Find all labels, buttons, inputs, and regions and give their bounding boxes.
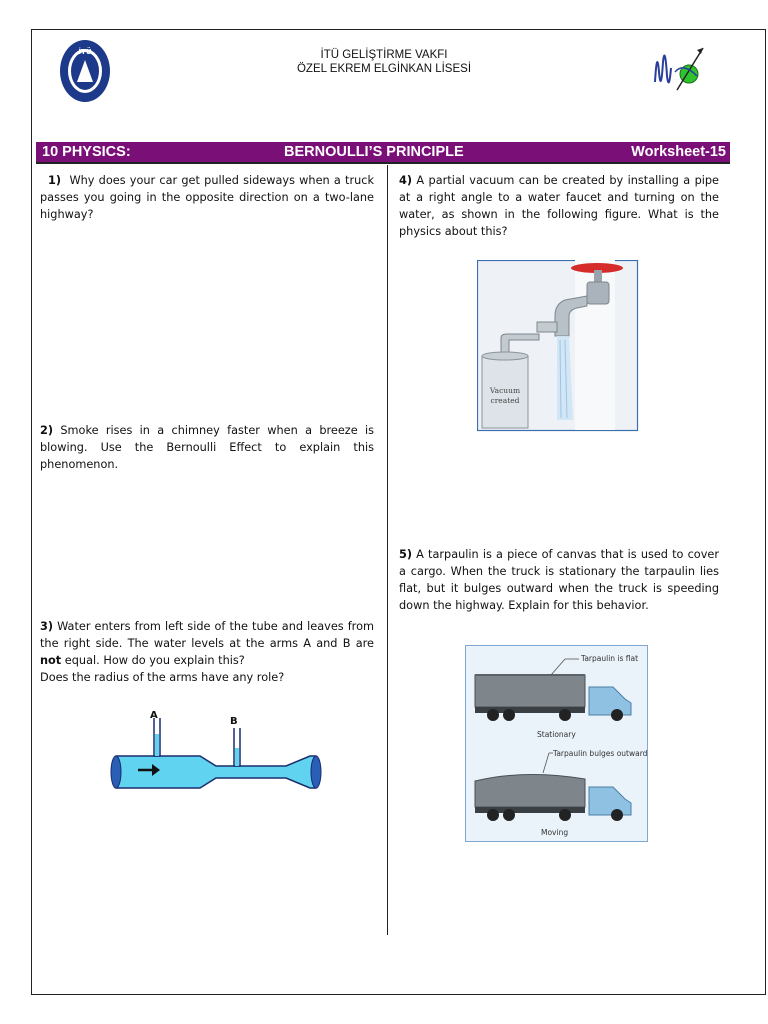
faucet-vacuum-figure <box>477 260 639 436</box>
question-3-text-c: Does the radius of the arms have any role? <box>40 671 285 684</box>
question-4-number: 4) <box>399 174 413 187</box>
question-5-text: A tarpaulin is a piece of canvas that is used to cover a cargo. When the truck is stationary the tarpaulin lies flat, but it bulges outward when the truck is speeding down the highway. Explain for this behavior. <box>399 548 719 612</box>
arm-b-label: B <box>230 716 238 727</box>
vacuum-label-line1: Vacuum <box>489 386 521 395</box>
question-5-number: 5) <box>399 548 413 561</box>
school-name-line1: İTÜ GELİŞTİRME VAKFI <box>320 49 448 61</box>
question-1 <box>40 172 374 223</box>
question-3-text-bold: not <box>40 654 62 667</box>
stationary-caption: Stationary <box>537 730 576 739</box>
question-5 <box>399 546 719 614</box>
vacuum-label-line2: created <box>490 396 520 405</box>
svg-text:İTÜ: İTÜ <box>78 48 92 56</box>
school-name-line2: ÖZEL EKREM ELGİNKAN LİSESİ <box>296 63 472 75</box>
moving-caption: Moving <box>541 828 569 837</box>
tarpaulin-flat-label: Tarpaulin is flat <box>581 654 639 663</box>
question-2-text: Smoke rises in a chimney faster when a breeze is blowing. Use the Bernoulli Effect to explain this phenomenon. <box>40 424 375 471</box>
physics-wave-logo <box>651 42 707 102</box>
column-divider <box>387 165 388 935</box>
question-4-text: A partial vacuum can be created by installing a pipe at a right angle to a water faucet and turning on the water, as shown in the following figure. What is the physics about this? <box>399 174 720 238</box>
question-3-number: 3) <box>40 620 54 633</box>
question-1-text: Why does your car get pulled sideways when a truck passes you going in the opposite direction on a two-lane highway? <box>40 174 374 221</box>
banner-course: 10 PHYSICS: <box>42 144 131 160</box>
question-4 <box>399 172 719 240</box>
venturi-tube-figure <box>108 708 324 800</box>
banner-worksheet-number: Worksheet-15 <box>631 144 726 160</box>
question-2 <box>40 422 374 473</box>
question-3 <box>40 618 374 686</box>
question-2-number: 2) <box>40 424 54 437</box>
question-3-text-b: equal. How do you explain this? <box>61 654 245 667</box>
banner-topic: BERNOULLI’S PRINCIPLE <box>284 144 464 160</box>
arm-a-label: A <box>150 710 158 721</box>
question-3-text-a: Water enters from left side of the tube and leaves from the right side. The water levels at the arms A and B are <box>40 620 374 650</box>
worksheet-banner <box>36 142 730 164</box>
tarpaulin-bulge-label: Tarpaulin bulges outward <box>553 749 648 758</box>
truck-tarpaulin-figure <box>465 645 649 847</box>
question-1-number: 1) <box>48 174 62 187</box>
